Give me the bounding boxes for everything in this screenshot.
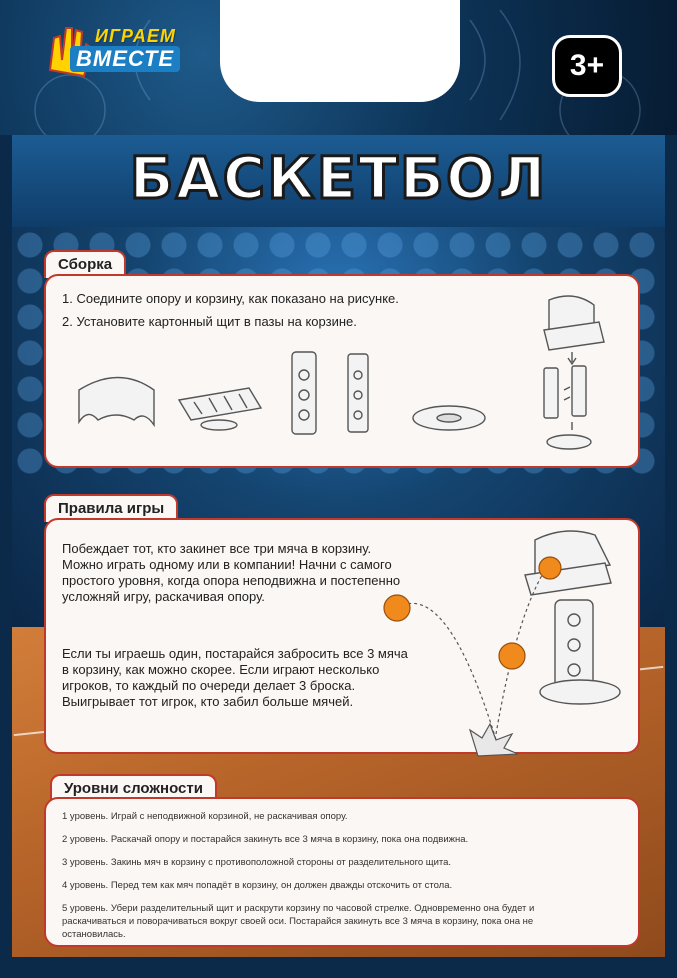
rules-p2-line2: в корзину, как можно скорее. Если играют несколько: [62, 662, 380, 677]
rules-p1-line2: Можно играть одному или в компании! Начни с самого: [62, 557, 392, 572]
rules-p2-line4: Выигрывает тот игрок, кто забил больше мячей.: [62, 694, 354, 709]
product-title: БАСКЕТБОЛ: [129, 144, 548, 212]
age-badge: 3+: [552, 35, 622, 97]
assembly-illustrations: [44, 290, 644, 450]
base-icon: [413, 406, 485, 430]
pole-left-icon: [292, 352, 316, 434]
left-border: [0, 135, 12, 978]
level-5-line3: остановилась.: [62, 929, 126, 940]
rules-p1-line3: простого уровня, когда опора неподвижна и постепенно: [62, 573, 401, 588]
rules-illustration: [375, 520, 635, 750]
level-5-line1: 5 уровень. Убери разделительный щит и раскрути корзину по часовой стрелке. Одновременно она будет и: [62, 903, 535, 914]
level-4: 4 уровень. Перед тем как мяч попадёт в корзину, он должен дважды отскочить от стола.: [62, 880, 453, 891]
backboard-icon: [79, 378, 154, 426]
assembly-step-1: 1. Соедините опору и корзину, как показано на рисунке.: [62, 291, 399, 306]
brand-line2: ВМЕСТЕ: [70, 46, 180, 72]
pole-right-icon: [348, 354, 368, 432]
brand-line1: ИГРАЕМ: [95, 26, 176, 46]
rules-p1-line4: усложняй игру, раскачивая опору.: [62, 589, 265, 604]
level-2: 2 уровень. Раскачай опору и постарайся закинуть все 3 мяча в корзину, пока она подвижна.: [62, 834, 469, 845]
rules-p2-line1: Если ты играешь один, постарайся забросить все 3 мяча: [62, 646, 408, 661]
rules-p1-line1: Побеждает тот, кто закинет все три мяча в корзину.: [62, 541, 372, 556]
assembled-diagram-icon: [544, 296, 604, 449]
level-1: 1 уровень. Играй с неподвижной корзиной, не раскачивая опору.: [62, 811, 348, 822]
assembly-heading: Сборка: [44, 250, 126, 278]
level-5-line2: раскачиваться и поворачиваться вокруг своей оси. Постарайся закинуть все 3 мяча в корзину, пока она не: [62, 916, 534, 927]
levels-heading: Уровни сложности: [50, 774, 217, 802]
basket-icon: [179, 388, 261, 430]
bottom-border: [0, 957, 677, 978]
base-icon: [540, 680, 620, 704]
ball-icon: [539, 557, 561, 579]
ball-icon: [499, 643, 525, 669]
rules-p2-line3: игроков, то каждый по очереди делает 3 броска.: [62, 678, 356, 693]
impact-icon: [470, 724, 518, 756]
right-border: [665, 135, 677, 978]
assembly-step-2: 2. Установите картонный щит в пазы на корзине.: [62, 314, 357, 329]
level-3: 3 уровень. Закинь мяч в корзину с противоположной стороны от разделительного щита.: [62, 857, 452, 868]
ball-icon: [384, 595, 410, 621]
rules-heading: Правила игры: [44, 494, 178, 522]
hang-tab-cutout: [220, 0, 460, 102]
